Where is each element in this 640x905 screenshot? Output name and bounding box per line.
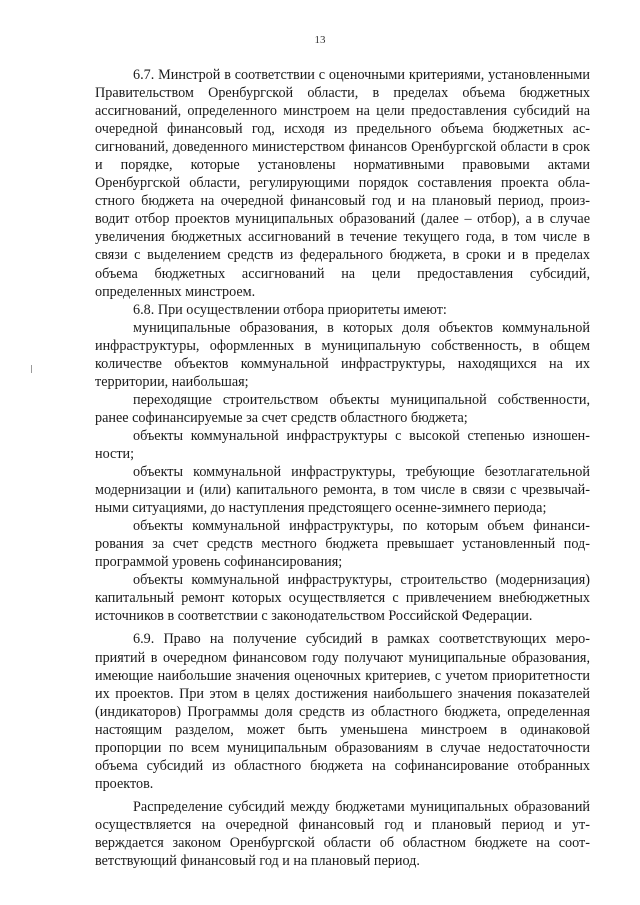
document-body: [95, 66, 590, 870]
priority-item-extrabudgetary-sources: объекты коммунальной инфраструктуры, строительство (модернизация) капитальный ремонт которых осуществляется с привлечением внебюджетных источников в соответствии с законодательством Российской Федерации.: [95, 572, 590, 625]
priority-item-high-wear: объекты коммунальной инфраструктуры с высокой степенью изношенности;: [95, 427, 590, 462]
paragraph-6-7: 6.7. Минстрой в соответствии с оценочными критериями, установленными Правительством Оренбургской области, в пределах объема бюджетных ассигнований, определенного минстроем на цели предоставления субсидий на очередной финансовый год, исходя из предельного объема бюджетных ассигнований, доведенного министерством финансов Оренбургской области в срок и порядке, которые установлены нормативными правовыми актами Оренбургской области, регулирующими порядок составления проекта областного бюджета на очередной финансовый год и на плановый период, производит отбор проектов муниципальных образований (далее – отбор), а в случае увеличения бюджетных ассигнований в течение текущего года, в том числе в связи с выделением средств из федерального бюджета, в сроки и в пределах объема бюджетных ассигнований на цели предоставления субсидий, определенных минстроем.: [95, 67, 590, 300]
margin-mark: [31, 365, 32, 373]
priority-item-transitional-objects: переходящие строительством объекты муниципальной собственности, ранее софинансируемые за счет средств областного бюджета;: [95, 391, 590, 426]
paragraph-6-9: 6.9. Право на получение субсидий в рамках соответствующих мероприятий в очередном финансовом году получают муниципальные образования, имеющие наибольшие значения оценочных критериев, с учетом приоритетности их проектов. При этом в целях достижения наибольшего значения показателей (индикаторов) Программы доля средств из областного бюджета, определенная настоящим разделом, может быть уменьшена минстроем в одинаковой пропорции по всем муниципальным образованиям в случае недостаточности объема субсидий из областного бюджета на софинансирование отобранных проектов.: [95, 631, 590, 792]
paragraph-distribution: Распределение субсидий между бюджетами муниципальных образований осуществляется на очередной финансовый год и плановый период и утверждается законом Оренбургской области об областном бюджете на соответствующий финансовый год и на плановый период.: [95, 798, 590, 870]
priority-item-local-budget-share: объекты коммунальной инфраструктуры, по которым объем финансирования за счет средств местного бюджета превышает установленный подпрограммой уровень софинансирования;: [95, 518, 590, 571]
priority-item-urgent-modernization: объекты коммунальной инфраструктуры, требующие безотлагательной модернизации и (или) капитального ремонта, в том числе в связи с чрезвычайными ситуациями, до наступления предстоящего осенне-зимнего периода;: [95, 464, 590, 517]
priority-item-municipal-share: муниципальные образования, в которых доля объектов коммунальной инфраструктуры, оформленных в муниципальную собственность, в общем количестве объектов коммунальной инфраструктуры, находящихся на их территории, наибольшая;: [95, 319, 590, 390]
paragraph-6-8: 6.8. При осуществлении отбора приоритеты имеют:: [133, 301, 447, 318]
page-number: 13: [314, 34, 326, 46]
